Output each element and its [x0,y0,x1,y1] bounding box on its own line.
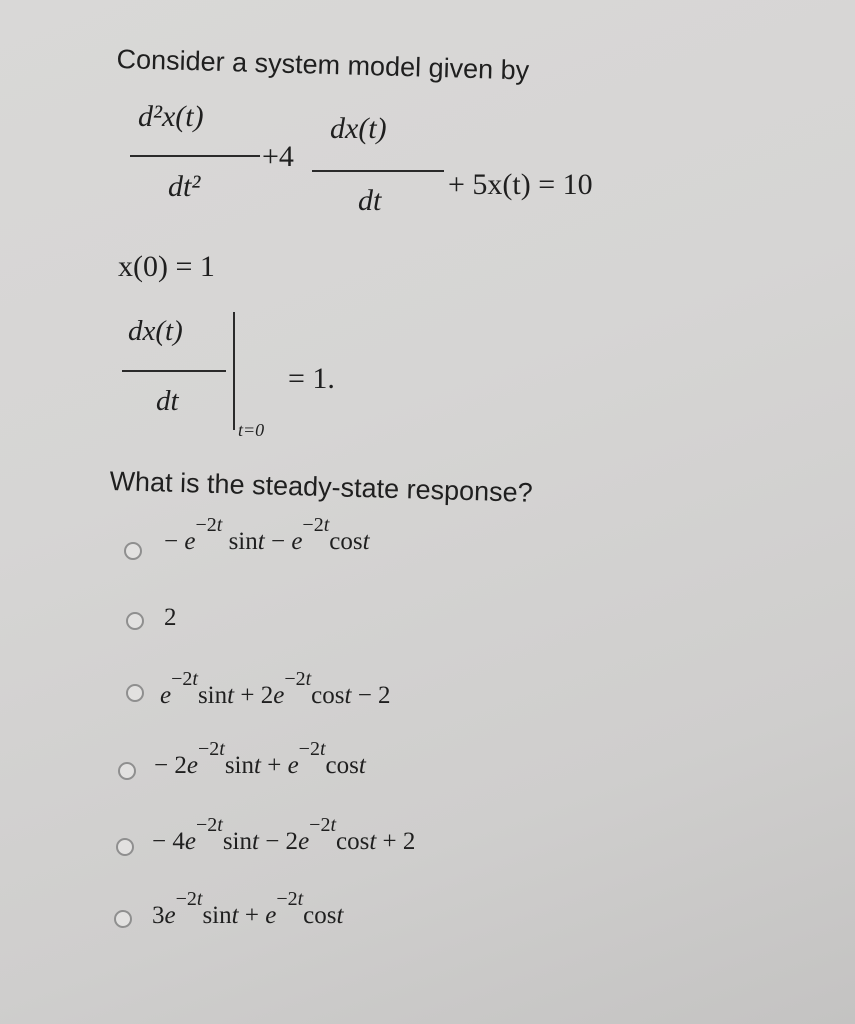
option-label: $e^{-2t}\sin t + 2e^{-2t}\cos t - 2$ [160,668,391,709]
frac2-denominator: dt [358,184,382,217]
frac2-bar [312,170,444,172]
radio-button[interactable] [126,684,144,702]
question-prompt: What is the steady-state response? [109,466,534,508]
radio-button[interactable] [124,542,142,560]
option-label: − $e^{-2t}$ $\sin t - e^{-2t}\cos t$ [164,514,370,555]
initial-condition-x0: x(0) = 1 [118,250,215,283]
ic2-bar [122,370,226,372]
frac1-bar [130,155,260,157]
frac1-denominator: dt² [168,170,201,203]
question-intro: Consider a system model given by [116,44,530,86]
radio-button[interactable] [118,762,136,780]
radio-button[interactable] [126,612,144,630]
frac2-numerator: dx(t) [330,112,387,145]
plus-four: +4 [262,140,294,173]
option-label: − $4e^{-2t}\sin t - 2e^{-2t}\cos t + 2$ [152,814,416,855]
option-label: $3e^{-2t}\sin t + e^{-2t}\cos t$ [152,888,344,929]
radio-button[interactable] [114,910,132,928]
option-label: 2 [164,604,177,631]
option-label: − $2e^{-2t}\sin t + e^{-2t}\cos t$ [154,738,366,779]
option-a-text [0,0,1,1]
ic2-evaluation-point: t=0 [238,420,265,440]
radio-button[interactable] [116,838,134,856]
ic2-numerator: dx(t) [128,315,183,347]
evaluation-bar [233,312,235,430]
frac1-numerator: d²x(t) [138,100,204,133]
ic2-rhs: = 1. [288,362,335,395]
equation-rhs: + 5x(t) = 10 [448,168,593,201]
ic2-denominator: dt [156,385,179,417]
